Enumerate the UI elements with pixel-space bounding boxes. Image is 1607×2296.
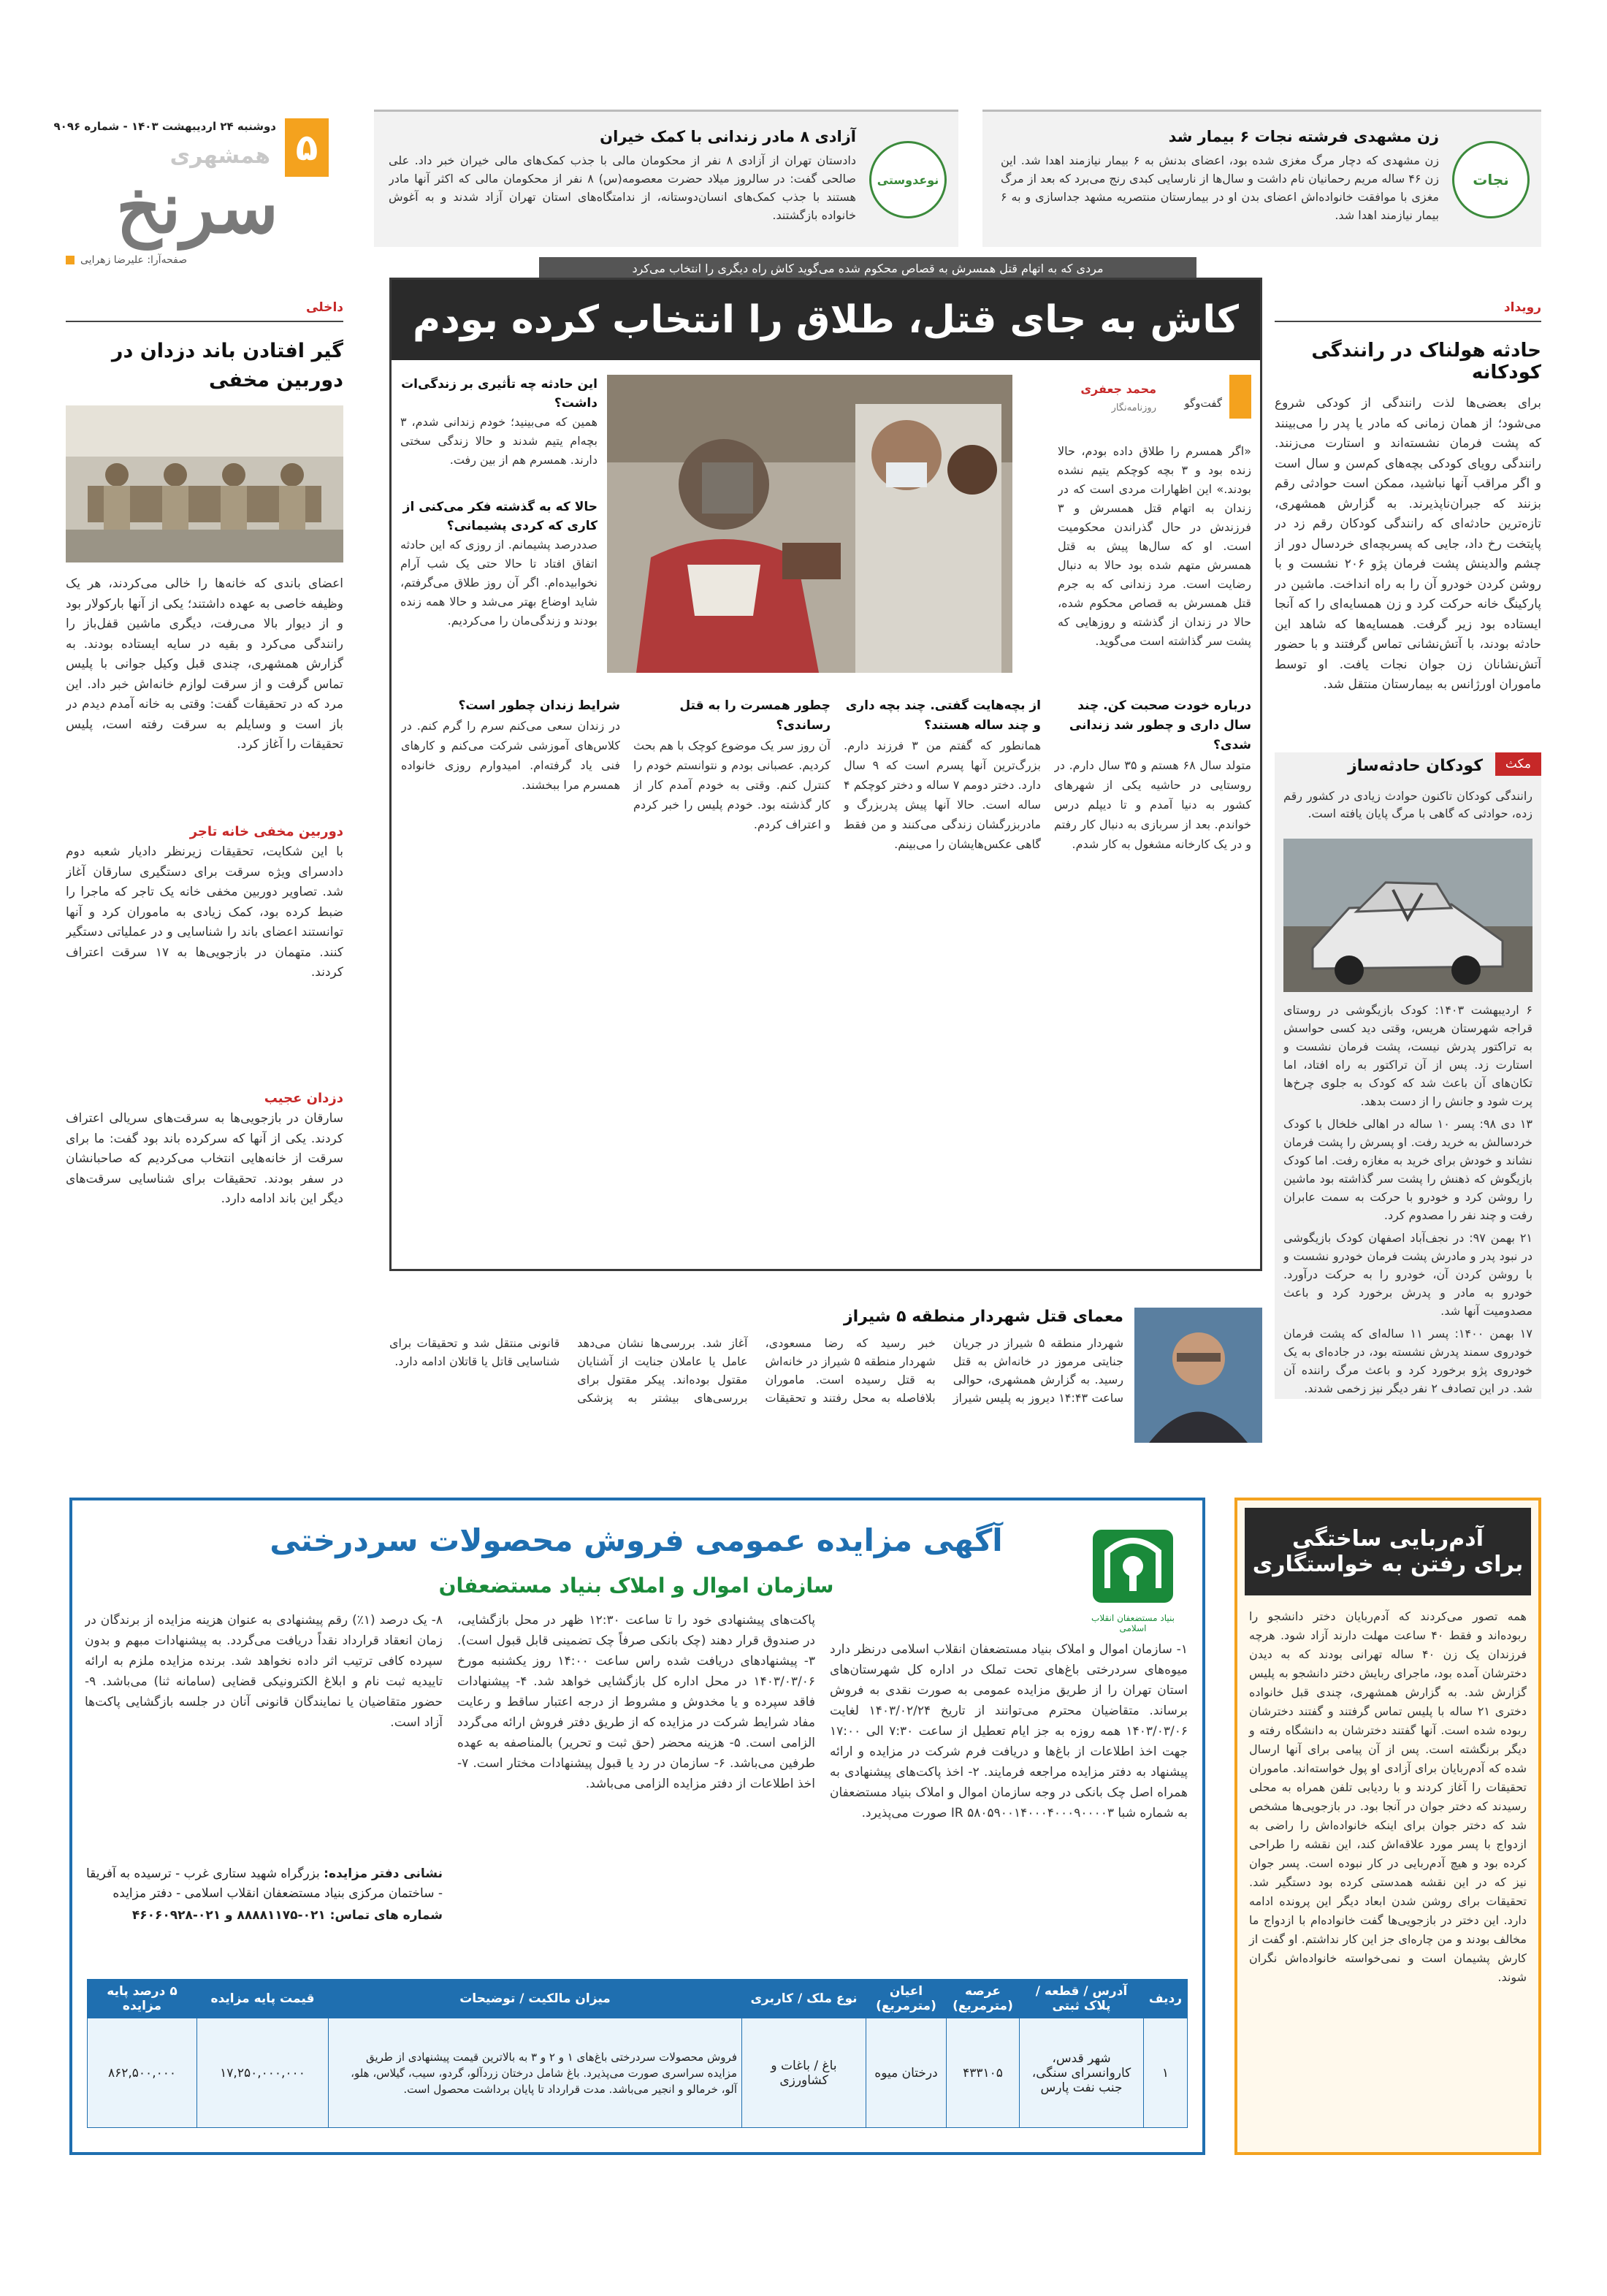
orange-square [66,256,75,264]
section-label: داخلی [306,300,343,315]
table-header-row [88,1980,1188,2018]
makes-item: ۱۷ بهمن ۱۴۰۰: پسر ۱۱ ساله‌ای که پشت فرمان خودروی سمند پدرش نشسته بود، در جاده‌ای به یک خودروی پژو برخورد کرد و باعث مرگ راننده آن شد. در این تصادف ۲ نفر دیگر نیز زخمی شدند. [1283,1327,1532,1395]
table-cell: ۴۳۳۱۰۵ [947,2018,1020,2128]
answer: متولد سال ۶۸ هستم و ۳۵ سال دارم. در روستایی در حاشیه یکی از شهرهای کشور به دنیا آمدم و تا دیپلم درس خواندم. بعد از سربازی به دنبال کار رفتم و در یک کارخانه مشغول به کار شدم. [1054,758,1251,851]
author-role: روزنامه‌نگار [1111,403,1156,413]
section-header [1275,296,1541,322]
bottom-story [389,1308,1262,1446]
feature-kicker: مردی که به اتهام قتل همسرش به قصاص محکوم شده می‌گوید کاش راه دیگری را انتخاب می‌کرد [632,261,1104,275]
right-column [1275,296,1541,1399]
prison-photo [66,405,343,562]
article-body: اعضای باندی که خانه‌ها را خالی می‌کردند، هر یک وظیفه خاصی به عهده داشتند؛ یکی از آنها بارکولار بود و از دیوار بالا می‌رفت، دیگری ماشین قفل‌باز را رانندگی می‌کرد و بقیه در سایه ایستاده بودند. به گزارش همشهری، چندی قبل وکیل جوانی با پلیس تماس گرفت و از سرقت لوازم خانه‌اش خبر داد. این مرد که در تحقیقات گفت: وقتی به خانه آمدم دیدم در باز است و وسایلم به سرقت رفته است، پلیس تحقیقات را آغاز کرد. [66,576,343,752]
interview-label: گفت‌وگو [1184,397,1222,410]
answer: صددرصد پشیمانم. از روزی که این حادثه اتفاق افتاد تا حالا حتی یک شب آرام نخوابیده‌ام. اگر آن روز طلاق می‌گرفتم، شاید اوضاع بهتر می‌شد و حالا همه زنده بودند و زندگی‌مان را می‌کردیم. [400,538,598,628]
subhead-1: دوربین مخفی خانه تاجر [189,824,343,839]
ad-subtitle: سازمان اموال و املاک بنیاد مستضعفان [438,1574,834,1598]
bottom-story-title: معمای قتل شهردار منطقه ۵ شیراز [843,1308,1123,1326]
feature-col-left-top [400,375,598,674]
auction-table [87,1979,1188,2128]
makes-header [1275,752,1541,782]
bottom-story-body: شهردار منطقه ۵ شیراز در جریان جنایتی مرموز در خانه‌اش به قتل رسید. به گزارش همشهری، حوالی ساعت ۱۴:۴۳ دیروز به پلیس شیراز خبر رسید که رضا مسعودی، شهردار منطقه ۵ شیراز در خانه‌اش به قتل رسیده است. ماموران بلافاصله به محل رفتند و تحقیقات آغاز شد. بررسی‌ها نشان می‌دهد عامل یا عاملان جنایت از آشنایان مقتول بوده‌اند. پیکر مقتول برای بررسی‌های بیشتر به پزشکی قانونی منتقل شد و تحقیقات برای شناسایی قاتل یا قاتلان ادامه دارد. [389,1336,1123,1405]
table-header: ردیف [1144,1980,1188,2018]
question: این حادثه چه تأثیری بر زندگی‌ات داشت؟ [401,377,598,411]
top-news-1-title: زن مشهدی فرشته نجات ۶ بیمار شد [1168,128,1439,145]
suspects-image [66,405,343,562]
badge-text: نوعدوستی [877,172,939,187]
ad-address-line [85,1864,443,1904]
table-header: میزان مالکیت / توضیحات [329,1980,742,2018]
article-title: حادثه هولناک در رانندگی کودکانه [1311,340,1541,384]
feature-box [389,278,1262,1271]
page-editor: صفحه‌آرا: علیرضا زهرایی [80,254,188,266]
logo: سرنخ [115,167,279,249]
article-body: برای بعضی‌ها لذت رانندگی از کودکی شروع می‌شود؛ از همان زمانی که مادر یا پدر را می‌بینند که پشت فرمان نشسته‌اند و استارت می‌زنند. رانندگی رویای کودکی بچه‌های کم‌سن و سال است و اگر مراقب آنها نباشید، ممکن است حوادثی رقم بزنند که جبران‌ناپذیرند. به گزارش همشهری، تازه‌ترین حادثه‌ای که رانندگی کودکان رقم زد در پایتخت رخ داد، جایی که پسربچه‌ای خردسال دور از چشم والدینش پشت فرمان پژو ۲۰۶ نشست و با روشن کردن خودرو آن را به راه انداخت. ماشین در پارکینگ خانه حرکت کرد و زن همسایه‌ای را که آنجا ایستاده بود زیر گرفت. همسایه‌ها که شاهد این حادثه بودند، با آتش‌نشانی تماس گرفتند و با حضور آتش‌نشانان زن جوان نجات یافت. او توسط ماموران اورژانس به بیمارستان منتقل شد. [1275,396,1541,692]
badge-najat [1452,141,1530,218]
makes-box [1275,752,1541,1399]
feature-col-2 [844,696,1041,1259]
makes-item: ۲۱ بهمن ۹۷: در نجف‌آباد اصفهان کودک بازیگوشی در نبود پدر و مادرش پشت فرمان خودرو نشست و با روشن کردن آن، خودرو را به حرکت درآورد. خودرو به مادر و پدرش برخورد کرد و باعث مصدومیت آنها شد. [1283,1231,1532,1318]
table-header: اعیان (مترمربع) [866,1980,947,2018]
makes-tag: مکث [1495,752,1541,776]
top-news-2-title: آزادی ۸ مادر زندانی با کمک خیران [600,128,856,145]
makes-item: ۱۳ دی ۹۸: پسر ۱۰ ساله در اهالی خلخال با کودک خردسالش به خرید رفت. او پسرش را پشت فرمان نشاند و خودش برای خرید به مغازه رفت. اما کودک بازیگوش که ذهنش را پشت سر گذاشته بود ماشین را روشن کرد و خودرو با حرکت به سمت عابران رفت و چند نفر را مصدوم کرد. [1283,1117,1532,1222]
table-cell: باغ / باغات و کشاورزی [742,2018,866,2128]
kidnap-body: همه تصور می‌کردند که آدم‌ربایان دختر دانشجو را ربوده‌اند و فقط ۴۰ ساعت مهلت دارند آزاد شود. هرچه فرزندان یک زن ۴۰ ساله تهرانی بودند که به دیدن دخترشان آمده بود، ماجرای ربایش دختر دانشجو به پلیس گزارش شد. به گزارش همشهری، چندی قبل خانواده دختری ۲۱ ساله با پلیس تماس گرفتند و گفتند دخترشان ربوده شده است. آنها گفتند دخترشان به دانشگاه رفته و دیگر برنگشته است. پس از آن پیامی برای آنها ارسال شده که آدم‌ربایان برای آزادی او پول خواسته‌اند. ماموران تحقیقات را آغاز کردند و با ردیابی تلفن همراه به محلی رسیدند که دختر جوان در آنجا بود. در بازجویی‌ها مشخص شد که دختر جوان برای اینکه خانواده‌اش را راضی به ازدواج با پسر مورد علاقه‌اش کند، این نقشه را طراحی کرده بود و هیچ آدم‌ربایی در کار نبوده است. پسر جوان نیز که در این نقشه همدستی کرده بود دستگیر شد. تحقیقات برای روشن شدن ابعاد دیگر این پرونده ادامه دارد. این دختر در بازجویی‌ها گفت خانواده‌ام با ازدواج ما مخالف بودند و من چاره‌ای جز این کار نداشتم. او گفت از کارش پشیمان است و نمی‌خواسته خانواده‌اش نگران شوند. [1249,1609,1527,1984]
ad-title: آگهی مزایده عمومی فروش محصولات سردرختی [270,1522,1003,1558]
logo-sub: همشهری [169,143,270,169]
table-header: ۵ درصد پایه مزایده [88,1980,197,2018]
feature-photo [607,375,1012,673]
question: حالا که به گذشته فکر می‌کنی از کاری که کردی پشیمانی؟ [402,500,598,533]
table-header: نوع ملک / کاربری [742,1980,866,2018]
address-text: بزرگراه شهید ستاری غرب - ترسیده به آفریقا - ساختمان مرکزی بنیاد مستضعفان انقلاب اسلامی - دفتر مزایده [86,1866,443,1901]
feature-col-3 [633,696,831,1259]
table-cell: شهر قدس، کاروانسرای سنگی، جنب نفت پارس [1020,2018,1144,2128]
badge-text: نجات [1473,171,1509,188]
answer: آن روز سر یک موضوع کوچک با هم بحث کردیم. عصبانی بودم و نتوانستم خودم را کنترل کنم. وقتی به خودم آمدم کار از کار گذشته بود. خودم پلیس را خبر کردم و اعتراف کردم. [633,739,831,831]
top-news-1 [982,110,1541,247]
subhead-1-body: با این شکایت، تحقیقات زیرنظر دادیار شعبه دوم دادسرای ویژه سرقت برای دستگیری سارقان آغاز شد. تصاویر دوربین مخفی خانه یک تاجر که ماجرا را ضبط کرده بود، کمک زیادی به ماموران کرد و آنها توانستند اعضای باند را شناسایی و در عملیاتی دستگیر کنند. متهمان در بازجویی‌ها به ۱۷ سرقت اعتراف کردند. [66,844,343,980]
feature-col-4 [401,696,620,1259]
address-label: نشانی دفتر مزایده: [324,1866,443,1881]
feature-kicker-bar [539,257,1196,279]
makes-item: ۶ اردیبهشت ۱۴۰۳: کودک بازیگوشی در روستای قراجه شهرستان هریس، وقتی دید کسی حواسش به تراکتور پدرش نیست، پشت فرمان نشست و استارت زد. پس از آن تراکتور به راه افتاد، اما تکان‌های آن باعث شد که کودک به جلوی چرخ‌ها پرت شود و جانش را از دست بدهد. [1283,1003,1532,1108]
kidnap-box [1234,1498,1541,2155]
makes-title: کودکان حادثه‌ساز [1348,757,1483,775]
feature-col-1 [1054,696,1251,1259]
article-title: گیر افتادن باند دزدان در دوربین مخفی [111,340,343,392]
feature-lead: «اگر همسرم را طلاق داده بودم، حالا زنده بود و ۳ بچه کوچکم یتیم نشده بودند.» این اظهارات مردی است که در زندان به اتهام قتل همسرش و ۳ فرزندش در حال گذراندن محکومیت است. او که سال‌ها پیش به قتل همسرش متهم شده بود حالا به دنبال رضایت است. مرد زندانی که به جرم قتل همسرش به قصاص محکوم شده، حالا در زندان از گذشته و روزهایی که پشت سر گذاشته است می‌گوید. [1058,444,1251,648]
top-news-1-body: زن مشهدی که دچار مرگ مغزی شده بود، اعضای بدنش به ۶ بیمار نیازمند اهدا شد. این زن ۴۶ ساله مریم رحمانیان نام داشت و سال‌ها از نارسایی کبدی رنج می‌برد که بعد از مرگ مغزی با موافقت خانواده‌اش اعضای بدن او در بیمارستان منتصریه مشهد جداسازی و به ۶ بیمار نیازمند اهدا شد. [1001,153,1439,222]
table-cell: ۱ [1144,2018,1188,2128]
feature-headline: کاش به جای قتل، طلاق را انتخاب کرده بودم [413,298,1239,342]
ad-logo [1078,1515,1188,1632]
bonyad-logo-icon [1078,1515,1188,1610]
prisoner-photo [607,375,1012,673]
phone-label: شماره های تماس: [329,1908,443,1923]
page-editor-line [66,252,329,268]
author-accent [1229,375,1251,419]
crashed-car-photo [1283,839,1532,992]
masthead [53,110,329,263]
question: چطور همسرت را به قتل رساندی؟ [679,698,831,733]
top-news-2-body: دادستان تهران از آزادی ۸ نفر از محکومان مالی با جذب کمک‌های مالی خیران خبر داد. علی صالحی گفت: در سالروز میلاد حضرت معصومه(س) ۸ نفر از محکومان مالی که اکثر آنها مادر هستند با جذب کمک‌های انسان‌دوستانه، از ندامتگاه‌های استان تهران آزاد شدند و به آغوش خانواده بازگشتند. [389,153,856,222]
author-block [1058,375,1251,433]
author-name: محمد جعفری [1080,382,1156,396]
subhead-2-body: سارقان در بازجویی‌ها به سرقت‌های سریالی اعتراف کردند. یکی از آنها که سرکرده باند بود گفت: ما برای سرقت از خانه‌هایی انتخاب می‌کردیم که صاحبانشان در سفر بودند. تحقیقات برای شناسایی سرقت‌های دیگر این باند ادامه دارد. [66,1111,343,1206]
question: درباره خودت صحبت کن. چند سال داری و چطور شد زندانی شدی؟ [1069,698,1251,752]
kidnap-title-2: برای رفتن به خواستگاری [1252,1552,1524,1577]
ad-col-right: ۱- سازمان اموال و املاک بنیاد مستضعفان انقلاب اسلامی درنظر دارد میوه‌های سردرختی باغ‌های تحت تملک در اداره کل شهرستان‌های استان تهران را از طریق مزایده عمومی به صورت نقدی به فروش برساند. متقاضیان محترم می‌توانند از تاریخ ۱۴۰۳/۰۲/۲۴ لغایت ۱۴۰۳/۰۳/۰۶ همه روزه به جز ایام تعطیل از ساعت ۷:۳۰ الی ۱۷:۰۰ جهت اخذ اطلاعات از باغ‌ها و دریافت فرم شرکت در مزایده و ارائه پیشنهاد به دفتر مزایده مراجعه فرمایند. ۲- اخذ پاکت‌های پیشنهادی به همراه اصل چک بانکی در وجه سازمان اموال و املاک بنیاد مستضعفان به شماره شبا IR ۵۸۰۵۹۰۰۱۴۰۰۰۴۰۰۰۹۰۰۰۰۳ صورت می‌پذیرد. [830,1642,1188,1820]
date-line: دوشنبه ۲۴ اردیبهشت ۱۴۰۳ - شماره ۹۰۹۶ [53,120,276,133]
top-news-2 [374,110,958,247]
page-number: ۵ [295,126,318,169]
ad-col-mid: پاکت‌های پیشنهادی خود را تا ساعت ۱۲:۳۰ ظهر در محل بازگشایی، در صندوق قرار دهند (چک بانکی صرفاً چک تضمینی قابل قبول است). ۳- پیشنهادهای دریافت شده راس ساعت ۱۴:۰۰ روز یکشنبه مورخ ۱۴۰۳/۰۳/۰۶ در محل اداره کل بازگشایی خواهد شد. ۴- پیشنهادات فاقد سپرده و یا مخدوش و مشروط از درجه اعتبار ساقط و رعایت مفاد شرایط شرکت در مزایده که از طریق دفتر فروش ارائه می‌گردد الزامی است. ۵- هزینه محضر (حق ثبت و تحریر) بالمناصفه به عهده طرفین می‌باشد. ۶- سازمان در رد یا قبول پیشنهادات مختار است. ۷- اخذ اطلاعات از دفتر مزایده الزامی می‌باشد. [457,1613,815,1791]
left-column [66,296,343,1414]
subhead-2: دزدان عجیب [264,1091,343,1106]
table-header: آدرس / قطعه / پلاک ثبتی [1020,1980,1144,2018]
ad-table-wrap [87,1979,1188,2128]
makes-items [1275,998,1541,1419]
car-wreck-image [1283,839,1532,992]
kidnap-header [1245,1508,1531,1595]
logo-caption: بنیاد مستضعفان انقلاب اسلامی [1091,1613,1175,1633]
answer: در زندان سعی می‌کنم سرم را گرم کنم. در کلاس‌های آموزشی شرکت می‌کنم و کارهای فنی یاد گرفته‌ام. امیدوارم روزی خانواده همسرم مرا ببخشند. [401,719,620,792]
table-cell: فروش محصولات سردرختی باغ‌های ۱ و ۲ و ۳ به بالاترین قیمت پیشنهادی از طریق مزایده سراسری صورت می‌پذیرد. باغ شامل درختان زردآلو، گردو، سیب، گیلاس، هلو، آلو، خرمالو و انجیر می‌باشد. مدت قرارداد تا پایان برداشت محصول است. [329,2018,742,2128]
ad-phone-line [85,1908,443,1923]
ad-col-left [85,1610,443,1968]
table-cell: درختان میوه [866,2018,947,2128]
auction-ad [69,1498,1205,2155]
makes-intro: رانندگی کودکان تاکنون حوادث زیادی در کشور رقم زده، حوادثی که گاهی با مرگ پایان یافته است. [1283,789,1532,820]
ad-col-left-body: ۸- یک درصد (۱٪) رقم پیشنهادی به عنوان هزینه مزایده از برندگان در زمان انعقاد قرارداد نقداً دریافت می‌گردد. به پیشنهادات مبهم و بدون سپرده کافی ترتیب اثر داده نخواهد شد. برنده مزایده ملزم به ارائه تاییدیه ثبت نام و ابلاغ الکترونیکی قضایی (سامانه ثنا) می‌باشد. ۹- حضور متقاضیان یا نمایندگان قانونی آنان در جلسه بازگشایی پاکت‌ها آزاد است. [85,1613,443,1730]
portrait-image [1134,1308,1262,1443]
phone-numbers: ۰۲۱-۸۸۸۸۱۱۷۵ و ۰۲۱-۴۶۰۶۰۹۲۸ [131,1908,326,1923]
table-cell: ۱۷,۲۵۰,۰۰۰,۰۰۰ [197,2018,329,2128]
question: از بچه‌هایت گفتی. چند بچه داری و چند ساله هستند؟ [845,698,1041,733]
section-label: رویداد [1503,300,1541,315]
table-row [88,2018,1188,2128]
table-header: عرصه (مترمربع) [947,1980,1020,2018]
badge-nouedousti [869,141,947,218]
answer: همین که می‌بینید؛ خودم زندانی شدم، ۳ بچه‌ام یتیم شدند و حالا زندگی سختی دارند. همسرم هم از بین رفت. [400,415,598,467]
headline-band [392,280,1260,360]
official-photo [1134,1308,1262,1443]
question: شرایط زندان چطور است؟ [458,698,620,713]
table-cell: ۸۶۲,۵۰۰,۰۰۰ [88,2018,197,2128]
section-header [66,296,343,322]
kidnap-title-1: آدم‌ربایی ساختگی [1292,1526,1484,1552]
answer: همانطور که گفتم من ۳ فرزند دارم. بزرگ‌ترین آنها پسرم است که ۹ سال دارد. دختر دومم ۷ ساله و دختر کوچکم ۴ ساله است. حالا آنها پیش پدربزرگ و مادربزرگشان زندگی می‌کنند و من فقط گاهی عکس‌هایشان را می‌بینم. [844,739,1041,851]
table-header: قیمت پایه مزایده [197,1980,329,2018]
